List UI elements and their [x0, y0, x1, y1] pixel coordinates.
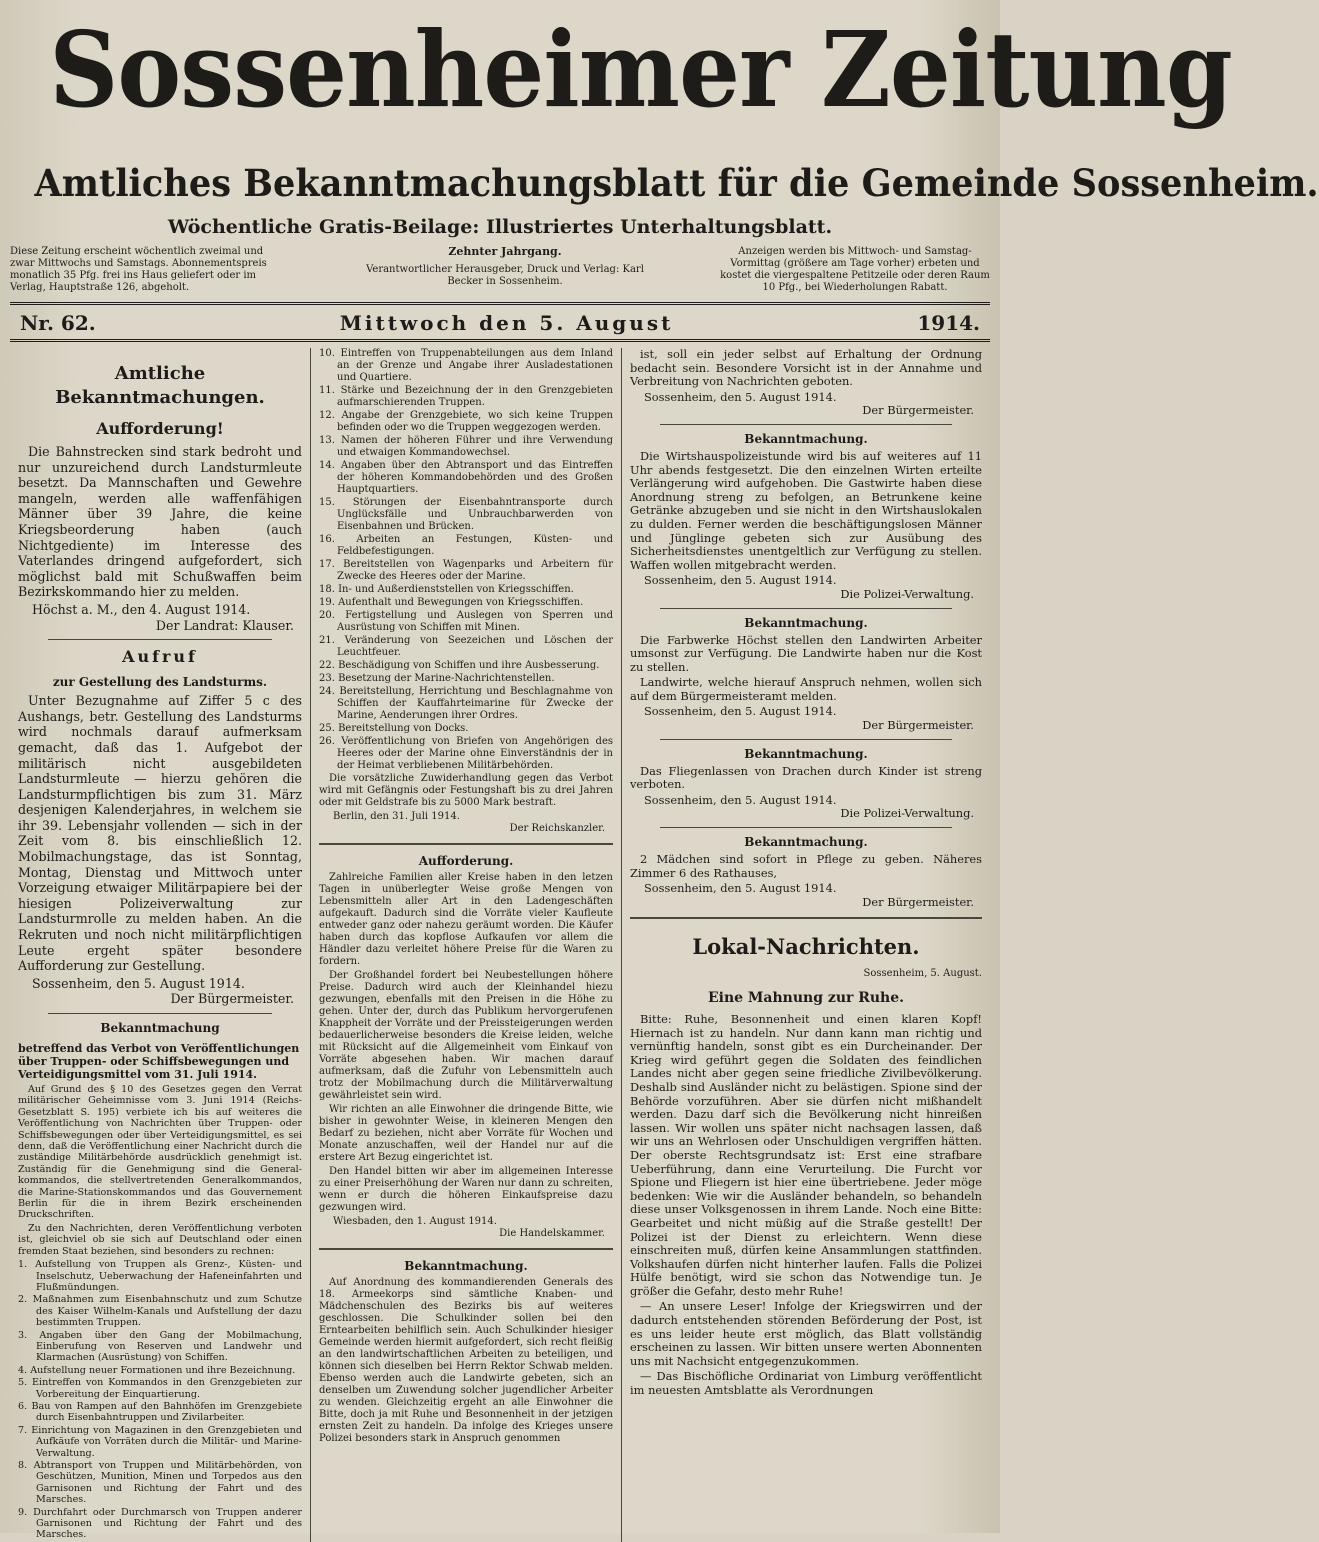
list-item: 4. Aufstellung neuer Formationen und ihre Bezeichnung.: [18, 1364, 296, 1376]
b4-text: 2 Mädchen sind sofort in Pflege zu geben. Näheres Zimmer 6 des Rathauses,: [630, 852, 982, 880]
b1-title: Bekanntmachung.: [744, 431, 868, 446]
list-item: 25. Bereitstellung von Docks.: [319, 723, 469, 734]
divider: [319, 1248, 613, 1250]
bek-subtitle: betreffend das Verbot von Veröffentlichungen über Truppen- oder Schiffsbewegungen und Verteidigungsmittel vom 31. Juli 1914.: [18, 1042, 300, 1081]
list-item: 7. Einrichtung von Magazinen in den Grenzgebieten und Aufkäufe von Vorräten durch die Militär- und Marine-Verwaltung.: [18, 1424, 302, 1459]
column-2: [310, 348, 622, 1542]
list-item: 11. Stärke und Bezeichnung der in den Grenzgebieten aufmarschierenden Truppen.: [319, 385, 613, 408]
publisher-block: [365, 246, 645, 294]
advert-info: Anzeigen werden bis Mittwoch- und Samstag-Vormittag (größere am Tage vorher) erbeten und kostet die viergespaltene Petitzeile oder deren Raum 10 Pfg., bei Wiederholungen Rabatt.: [720, 246, 990, 293]
auff-title: Aufforderung.: [418, 854, 514, 868]
auff-text-3: Wir richten an alle Einwohner die dringende Bitte, wie bisher in gewohnter Weise, in kleineren Mengen den Bedarf zu beziehen, nicht aber Vorräte für Wochen und Monate anzuschaffen, weil der Handel nur auf die erstere Art Bezug eingerichtet ist.: [319, 1104, 613, 1163]
bek2-title: Bekanntmachung.: [404, 1259, 528, 1273]
list-item: 6. Bau von Rampen auf den Bahnhöfen im Grenzgebiete durch Eisenbahntruppen und Zivilarbeiter.: [18, 1400, 302, 1424]
list-item: 26. Veröffentlichung von Briefen von Angehörigen des Heeres oder der Marine ohne Einverständnis der in der Heimat verbliebenen Militärbehörden.: [319, 736, 613, 771]
divider: [630, 917, 982, 919]
list-item: 20. Fertigstellung und Auslegen von Sperren und Ausrüstung von Schiffen mit Minen.: [319, 610, 613, 633]
aufforderung-place: Höchst a. M., den 4. August 1914.: [32, 601, 251, 617]
list-item: 10. Eintreffen von Truppenabteilungen aus dem Inland an der Grenze und Angabe ihrer Ausladestationen und Quartiere.: [319, 348, 613, 383]
ban-list-2: [319, 348, 613, 772]
lokal-dateline: Sossenheim, 5. August.: [863, 968, 982, 980]
aufforderung-sign: Der Landrat: Klauser.: [155, 617, 294, 633]
leser-text: — An unsere Leser! Infolge der Kriegswirren und der dadurch entstehenden störenden Beförderung der Post, ist es uns leider heute erst möglich, das Blatt vollständig erscheinen zu lassen. Wir bitten unsere werten Abonnenten uns mit Nachsicht entgegenzukommen.: [630, 1299, 982, 1368]
aufruf-subtitle: zur Gestellung des Landsturms.: [52, 675, 268, 690]
divider: [660, 739, 952, 740]
list-item: 2. Maßnahmen zum Eisenbahnschutz und zum Schutze des Kaiser Wilhelm-Kanals und Aufstellung der dazu bestimmten Truppen.: [18, 1294, 302, 1329]
auff-place: Wiesbaden, den 1. August 1914.: [333, 1216, 497, 1227]
b3-place: Sossenheim, den 5. August 1914.: [644, 792, 837, 807]
b1-text: Die Wirtshauspolizeistunde wird bis auf weiteres auf 11 Uhr abends festgesetzt. Die den einzelnen Wirten erteilte Verlängerung wird aufgehoben. Die Gastwirte haben diese Anordnung streng zu befolgen, an Betrunkene keine Getränke abzugeben und sie nicht in den Wirtshauslokalen zu dulden. Ferner werden die beschäftigungslosen Männer und Jünglinge gebeten sich zur Ausübung des Sicherheitsdienstes unentgeltlich zur Verfügung zu stellen. Waffen wollen mitgebracht werden.: [630, 448, 982, 572]
aufruf-title: Aufruf: [122, 647, 198, 667]
list-item: 19. Aufenthalt und Bewegungen von Kriegsschiffen.: [319, 597, 584, 608]
auff-text-1: Zahlreiche Familien aller Kreise haben in den letzen Tagen in unüberlegter Weise große Mengen von Lebensmitteln aller Art in den Ladengeschäften aufgekauft. Dadurch sind die Vorräte vieler Kaufleute entweder ganz oder nahezu geräumt worden. Die Käufer haben durch das kopflose Aufkaufen vor allem die Händler dazu verleitet höhere Preise für die Waren zu fordern.: [319, 872, 613, 967]
divider: [319, 843, 613, 845]
aufruf-text: Unter Bezugnahme auf Ziffer 5 c des Aushangs, betr. Gestellung des Landsturms wird nochmals darauf aufmerksam gemacht, daß das 1. Aufgebot der militärisch nicht ausgebildeten Landsturmleute — hierzu gehören die Landsturmpflichtigen bis zum 31. März desjenigen Kalenderjahres, in welchem sie ihr 39. Lebensjahr vollenden — sich in der Zeit vom 8. bis einschließlich 12. Mobilmachungstage, das ist Sonntag, Montag, Dienstag und Mittwoch unter Vorzeigung etwaiger Militärpapiere bei der hiesigen Polizeiverwaltung zur Landsturmrolle zu melden haben. An die Rekruten und noch nicht militärpflichtigen Leute ergeht später besondere Aufforderung zur Gestellung.: [18, 693, 302, 974]
bek-text-2: Zu den Nachrichten, deren Veröffentlichung verboten ist, gleichviel ob sie sich auf Deutschland oder einen fremden Staat beziehen, sind besonders zu rechnen:: [18, 1222, 302, 1257]
mahnung-text: Bitte: Ruhe, Besonnenheit und einen klaren Kopf! Hiernach ist zu handeln. Nur dann kann man richtig und vernünftig handeln, sonst gibt es ein Durcheinander. Der Krieg wird geführt gegen die Soldaten des feindlichen Landes nicht aber gegen seine friedliche Zivilbevölkerung. Deshalb sind Ausländer nicht zu belästigen. Spione sind der Behörde vorzuführen. Aber sie dürfen nicht mißhandelt werden. Dazu darf sich die Bevölkerung nicht hinreißen lassen. Wir wollen uns später nicht nachsagen lassen, daß wir uns an Wehrlosen oder Unschuldigen vergriffen hätten. Der oberste Rechtsgrundsatz ist: Erst eine strafbare Ueberführung, dann eine Verurteilung. Die Furcht vor Spione und Fliegern ist hier eine übertriebene. Jeder möge bedenken: Wie wir die Ausländer behandeln, so behandeln diese unser Volksgenossen in ihrem Lande. Noch eine Bitte: Gearbeitet und nicht müßig auf die Straße gestellt! Der Polizei ist der Dienst zu erleichtern. Wenn diese einschreiten muß, dürfen keine Ansammlungen stattfinden. Volkshaufen dürfen nicht hinterher laufen. Falls die Polizei Hülfe benötigt, wird sie schon das Notwendige tun. Je größer die Gefahr, desto mehr Ruhe!: [630, 1012, 982, 1298]
list-end-text: Die vorsätzliche Zuwiderhandlung gegen das Verbot wird mit Gefängnis oder Festungshaft bis zu drei Jahren oder mit Geldstrafe bis zu 5000 Mark bestraft.: [319, 773, 613, 808]
list-item: 18. In- und Außerdienststellen von Kriegsschiffen.: [319, 584, 574, 595]
bek-text-1: Auf Grund des § 10 des Gesetzes gegen den Verrat militärischer Geheimnisse vom 3. Juni 1914 (Reichs-Gesetzblatt S. 195) verbiete ich bis auf weiteres die Veröffentlichung von Nachrichten über Truppen- oder Schiffsbewegungen oder über Verteidigungsmittel, es sei denn, daß die Veröffentlichung einer Nachricht durch die zuständige Militärbehörde ausdrücklich genehmigt ist. Zuständig für die Genehmigung sind die General-kommandos, die stellvertretenden Generalkommandos, die Marine-Stationskommandos und das Gouvernement Berlin für die in ihrem Bezirk erscheinenden Druckschriften.: [18, 1084, 302, 1221]
supplement-line: Wöchentliche Gratis-Beilage: Illustriertes Unterhaltungsblatt.: [167, 216, 833, 238]
b3-title: Bekanntmachung.: [744, 746, 868, 761]
divider: [660, 608, 952, 609]
bek-title: Bekanntmachung: [100, 1021, 220, 1035]
b2-place: Sossenheim, den 5. August 1914.: [644, 704, 837, 719]
list-place: Berlin, den 31. Juli 1914.: [333, 811, 460, 822]
list-item: 16. Arbeiten an Festungen, Küsten- und Feldbefestigungen.: [319, 534, 613, 557]
auff-text-4: Den Handel bitten wir aber im allgemeinen Interesse zu einer Preiserhöhung der Waren nur dann zu schreiten, wenn er durch die höheren Einkaufspreise dazu gezwungen wird.: [319, 1166, 613, 1213]
divider: [48, 639, 272, 640]
list-item: 23. Besetzung der Marine-Nachrichtenstellen.: [319, 673, 555, 684]
subtitle: Amtliches Bekanntmachungsblatt für die Gemeinde Sossenheim.: [34, 161, 1319, 205]
b1-place: Sossenheim, den 5. August 1914.: [644, 573, 837, 588]
volume-year: Zehnter Jahrgang.: [448, 245, 562, 258]
list-item: 17. Bereitstellen von Wagenparks und Arbeitern für Zwecke des Heeres oder der Marine.: [319, 559, 613, 582]
aufforderung-title: Aufforderung!: [96, 419, 224, 438]
limburg-text: — Das Bischöfliche Ordinariat von Limburg veröffentlicht im neuesten Amtsblatte als Verordnungen: [630, 1369, 982, 1398]
b3-text: Das Fliegenlassen von Drachen durch Kinder ist streng verboten.: [630, 763, 982, 792]
list-item: 15. Störungen der Eisenbahntransporte durch Unglücksfälle und Unbrauchbarwerden von Eisenbahnen und Brücken.: [319, 497, 613, 532]
b3-sign: Die Polizei-Verwaltung.: [840, 806, 974, 821]
list-item: 24. Bereitstellung, Herrichtung und Beschlagnahme von Schiffen der Kauffahrteimarine für Zwecke der Marine, Aenderungen ihrer Ordres.: [319, 686, 613, 721]
bek2-text: Auf Anordnung des kommandierenden Generals des 18. Armeekorps sind sämtliche Knaben- und Mädchenschulen des Bezirks bis auf weiteres geschlossen. Die Schulkinder sollen bei den Erntearbeiten behilflich sein. Auch Schulkinder hiesiger Gemeinde werden hiermit aufgefordert, sich recht fleißig an den landwirtschaftlichen Arbeiten zu beteiligen, und können sich dieselben bei Herrn Rektor Schwab melden. Ebenso werden auch die Landwirte gebeten, sich an denselben um Zuwendung solcher jugendlicher Arbeiter zu wenden. Gleichzeitig ergeht an alle Einwohner die Bitte, doch ja mit Ruhe und Besonnenheit in der jetzigen ernsten Zeit zu handeln. Da infolge des Krieges unsere Polizei besonders stark in Anspruch genommen: [319, 1277, 613, 1444]
issue-date: Mittwoch den 5. August: [339, 311, 674, 335]
masthead: Sossenheimer Zeitung: [49, 8, 1232, 131]
auff-sign: Die Handelskammer.: [499, 1228, 605, 1239]
info-bar: [10, 246, 990, 294]
b4-sign: Der Bürgermeister.: [862, 894, 974, 909]
list-item: 1. Aufstellung von Truppen als Grenz-, Küsten- und Inselschutz, Ueberwachung der Hafeneinfahrten und Flußmündungen.: [18, 1259, 302, 1293]
b2-sign: Der Bürgermeister.: [862, 718, 974, 733]
b1-sign: Die Polizei-Verwaltung.: [840, 586, 974, 601]
list-item: 8. Abtransport von Truppen und Militärbehörden, von Geschützen, Munition, Minen und Torpedos aus den Garnisonen und Richtung der Fahrt und des Marsches.: [18, 1460, 302, 1506]
issue-year: 1914.: [917, 311, 980, 335]
divider: [660, 424, 952, 425]
cont-place: Sossenheim, den 5. August 1914.: [644, 389, 837, 404]
b2-text-1: Die Farbwerke Höchst stellen den Landwirten Arbeiter umsonst zur Verfügung. Die Landwirte haben nur die Kost zu stellen.: [630, 632, 982, 674]
list-item: 5. Eintreffen von Kommandos in den Grenzgebieten zur Vorbereitung der Einquartierung.: [18, 1377, 302, 1400]
issue-dateline: [10, 302, 990, 342]
b4-place: Sossenheim, den 5. August 1914.: [644, 881, 837, 896]
cont-text: ist, soll ein jeder selbst auf Erhaltung der Ordnung bedacht sein. Besondere Vorsicht ist in der Annahme und Verbreitung von Nachrichten geboten.: [630, 347, 982, 389]
ban-list-1: [18, 1259, 302, 1541]
aufruf-place: Sossenheim, den 5. August 1914.: [32, 975, 245, 991]
article-columns: [10, 348, 990, 1542]
lokal-title: Lokal-Nachrichten.: [692, 934, 920, 960]
divider: [660, 827, 952, 828]
list-item: 13. Namen der höheren Führer und ihre Verwendung und etwaigen Kommandowechsel.: [319, 435, 613, 458]
list-item: 21. Veränderung von Seezeichen und Löschen der Leuchtfeuer.: [319, 635, 613, 658]
issue-number: Nr. 62.: [20, 311, 96, 335]
mahnung-title: Eine Mahnung zur Ruhe.: [707, 990, 905, 1006]
b4-title: Bekanntmachung.: [744, 835, 868, 850]
aufforderung-text: Die Bahnstrecken sind stark bedroht und nur unzureichend durch Landsturmleute besetzt. Da Mannschaften und Gewehre mangeln, werden alle waffenfähigen Männer über 39 Jahre, die keine Kriegsbeorderung haben (auch Nichtgediente) im Interesse des Vaterlandes dringend aufgefordert, sich möglichst bald mit Schußwaffen beim Bezirkskommando hier zu melden.: [18, 444, 302, 600]
cont-sign: Der Bürgermeister.: [862, 403, 974, 418]
list-sign: Der Reichskanzler.: [509, 823, 605, 834]
auff-text-2: Der Großhandel fordert bei Neubestellungen höhere Preise. Dadurch wird auch der Kleinhandel hiezu gezwungen, ebenfalls mit den Preisen in die Höhe zu gehen. Unter der, durch das Publikum hervorgerufenen Knappheit der Vorräte und der Preissteigerungen werden bedauerlicherweise besonders die Kreise leiden, welche mit Rücksicht auf die Allgemeinheit vom Einkauf von Vorräte abgesehen haben. Wir machen darauf aufmerksam, daß die Zufuhr von Lebensmitteln auch trotz der Mobilmachung durch die Militärverwaltung gewährleistet sein wird.: [319, 970, 613, 1101]
b2-text-2: Landwirte, welche hierauf Anspruch nehmen, wollen sich auf dem Bürgermeisteramt melden.: [630, 675, 982, 703]
subscription-info: Diese Zeitung erscheint wöchentlich zweimal und zwar Mittwochs und Samstags. Abonnementspreis monatlich 35 Pfg. frei ins Haus geliefert oder im Verlag, Hauptstraße 126, abgeholt.: [10, 246, 267, 293]
list-item: 9. Durchfahrt oder Durchmarsch von Truppen anderer Garnisonen und Richtung der Fahrt und des Marsches.: [18, 1506, 302, 1541]
column-1: [10, 348, 310, 1542]
b2-title: Bekanntmachung.: [744, 615, 868, 630]
column-3: [622, 348, 990, 1542]
divider: [48, 1013, 272, 1014]
publisher-info: Verantwortlicher Herausgeber, Druck und Verlag: Karl Becker in Sossenheim.: [366, 264, 644, 287]
aufruf-sign: Der Bürgermeister.: [170, 991, 294, 1007]
list-item: 14. Angaben über den Abtransport und das Eintreffen der höheren Kommandobehörden und des Großen Hauptquartiers.: [319, 460, 613, 495]
list-item: 12. Angabe der Grenzgebiete, wo sich keine Truppen befinden oder wo die Truppen weggezogen werden.: [319, 410, 613, 433]
list-item: 3. Angaben über den Gang der Mobilmachung, Einberufung von Reserven und Landwehr und Klarmachen (Ausrüstung) von Schiffen.: [18, 1329, 302, 1364]
list-item: 22. Beschädigung von Schiffen und ihre Ausbesserung.: [319, 660, 600, 671]
section-title: Amtliche Bekanntmachungen.: [55, 363, 265, 408]
